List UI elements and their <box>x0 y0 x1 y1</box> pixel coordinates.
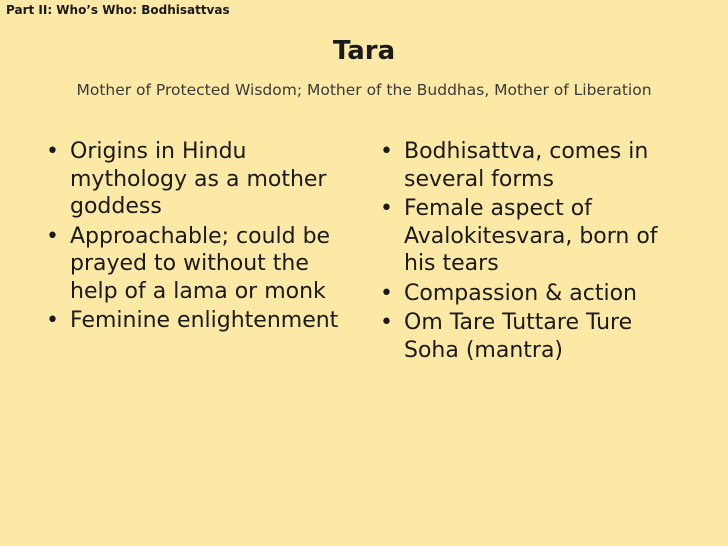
left-bullet-list <box>46 138 356 337</box>
bullet-item <box>46 138 356 221</box>
bullet-text: Om Tare Tuttare Ture Soha (mantra) <box>404 310 633 363</box>
bullet-item <box>380 195 690 278</box>
bullet-text: Feminine enlightenment <box>70 308 339 333</box>
right-bullet-list <box>380 138 690 366</box>
bullet-icon: • <box>46 308 59 333</box>
slide-title: Tara <box>332 36 396 66</box>
bullet-item <box>380 138 690 193</box>
bullet-item <box>380 280 690 308</box>
bullet-text: Female aspect of Avalokitesvara, born of his tears <box>404 196 658 276</box>
bullet-icon: • <box>380 196 393 221</box>
bullet-icon: • <box>46 223 59 249</box>
bullet-icon: • <box>46 139 59 164</box>
bullet-item <box>46 307 356 335</box>
slide-subtitle: Mother of Protected Wisdom; Mother of the Buddhas, Mother of Liberation <box>76 81 652 99</box>
bullet-text: Bodhisattva, comes in several forms <box>404 139 649 192</box>
bullet-text: Approachable; could be prayed to without the help of a lama or monk <box>70 223 331 304</box>
breadcrumb: Part II: Who’s Who: Bodhisattvas <box>6 3 230 17</box>
bullet-text: Origins in Hindu mythology as a mother goddess <box>70 139 327 219</box>
bullet-item <box>380 309 690 364</box>
bullet-icon: • <box>380 139 393 164</box>
bullet-text: Compassion & action <box>404 280 637 306</box>
bullet-icon: • <box>380 280 393 306</box>
bullet-item <box>46 223 356 306</box>
bullet-icon: • <box>380 310 393 335</box>
